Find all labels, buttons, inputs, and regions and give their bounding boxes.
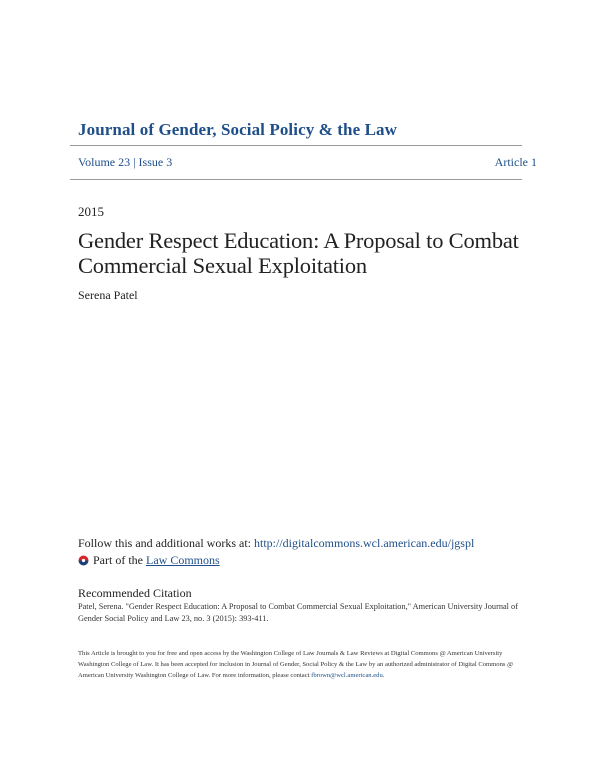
part-of-text: Part of the — [93, 553, 146, 567]
part-of-line — [78, 553, 220, 568]
disclaimer-text: This Article is brought to you for free and open access by the Washington College of Law Journals & Law Reviews at Digital Commons @ American University Washington College of Law. It has been accepted for inclusion in Journal of Gender, Social Policy & the Law by an authorized administrator of Digital Commons @ American University Washington College of Law. For more information, please contact — [78, 650, 514, 679]
citation-text: Patel, Serena. "Gender Respect Education: A Proposal to Combat Commercial Sexual Exploitation," American University Journal of Gender Social Policy and Law 23, no. 3 (2015): 393-411. — [78, 602, 518, 623]
disclaimer-end: . — [382, 672, 385, 679]
volume-link[interactable]: Volume 23 — [78, 155, 131, 169]
publication-year: 2015 — [78, 204, 104, 219]
law-commons-link[interactable]: Law Commons — [146, 553, 220, 567]
volume-issue-line — [78, 155, 172, 170]
issue-link[interactable]: Issue 3 — [138, 155, 173, 169]
article-title: Gender Respect Education: A Proposal to Combat Commercial Sexual Exploitation — [78, 228, 519, 278]
article-author: Serena Patel — [78, 288, 138, 302]
header-top-rule — [70, 145, 522, 146]
bepress-network-icon — [78, 555, 89, 566]
header-bottom-rule — [70, 179, 522, 180]
recommended-citation-heading: Recommended Citation — [78, 586, 192, 600]
journal-title[interactable]: Journal of Gender, Social Policy & the Law — [78, 120, 398, 139]
access-disclaimer — [78, 648, 530, 681]
follow-text: Follow this and additional works at: — [78, 536, 254, 550]
contact-email-link[interactable]: fbrown@wcl.american.edu — [311, 672, 383, 679]
follow-url-link[interactable]: http://digitalcommons.wcl.american.edu/jgspl — [254, 536, 475, 550]
volume-issue-separator: | — [130, 155, 139, 169]
follow-line — [78, 536, 474, 551]
article-number-link[interactable]: Article 1 — [494, 155, 537, 169]
